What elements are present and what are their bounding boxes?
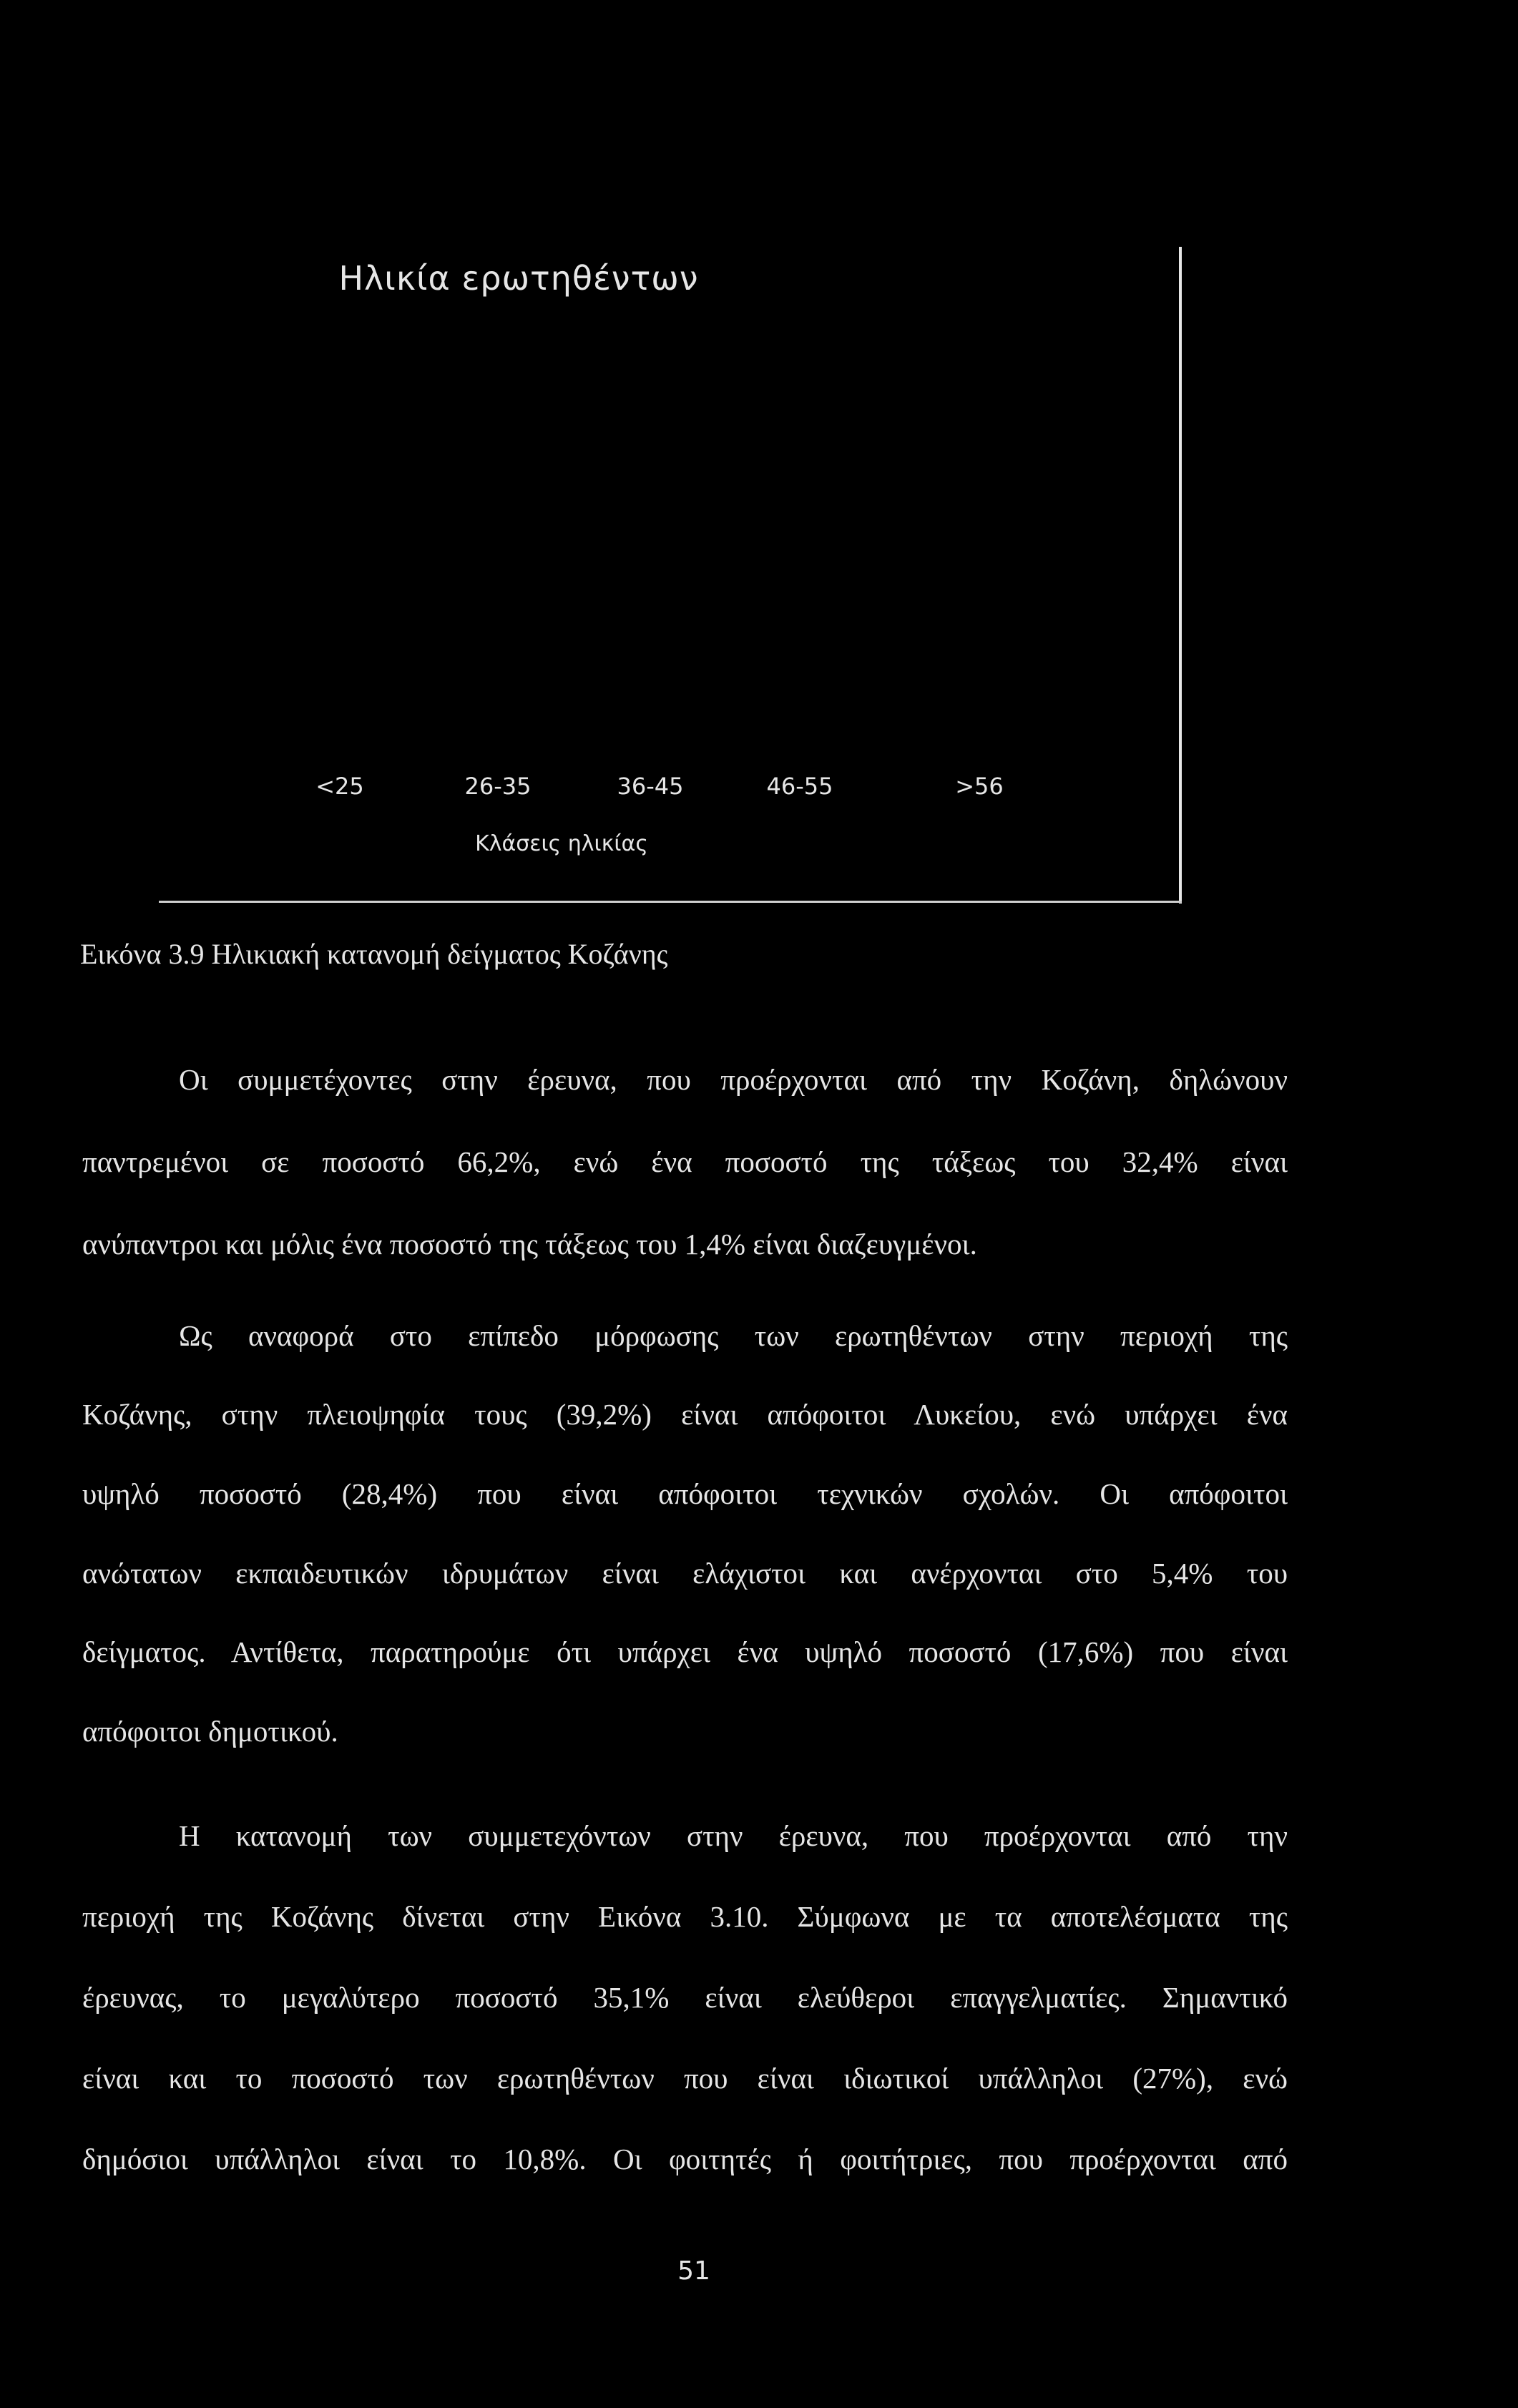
- paragraph-line: παντρεμένοι σε ποσοστό 66,2%, ενώ ένα ποσοστό της τάξεως του 32,4% είναι: [82, 1145, 1288, 1178]
- paragraph-line: δείγματος. Αντίθετα, παρατηρούμε ότι υπάρχει ένα υψηλό ποσοστό (17,6%) που είναι: [82, 1635, 1288, 1668]
- chart-bottom-border: [159, 901, 1182, 903]
- x-tick-label: 46-55: [766, 773, 833, 800]
- paragraph-line: ανύπαντροι και μόλις ένα ποσοστό της τάξεως του 1,4% είναι διαζευγμένοι.: [82, 1228, 977, 1261]
- paragraph-line: έρευνας, το μεγαλύτερο ποσοστό 35,1% είναι ελεύθεροι επαγγελματίες. Σημαντικό: [82, 1981, 1288, 2014]
- page-number: 51: [677, 2256, 710, 2286]
- figure-caption: Εικόνα 3.9 Ηλικιακή κατανομή δείγματος Κοζάνης: [80, 938, 668, 970]
- paragraph-line: Κοζάνης, στην πλειοψηφία τους (39,2%) είναι απόφοιτοι Λυκείου, ενώ υπάρχει ένα: [82, 1398, 1288, 1431]
- chart-title: Ηλικία ερωτηθέντων: [338, 259, 699, 298]
- paragraph-line: Οι συμμετέχοντες στην έρευνα, που προέρχονται από την Κοζάνη, δηλώνουν: [179, 1063, 1288, 1096]
- paragraph-line: Η κατανομή των συμμετεχόντων στην έρευνα, που προέρχονται από την: [179, 1819, 1288, 1852]
- paragraph-line: υψηλό ποσοστό (28,4%) που είναι απόφοιτοι τεχνικών σχολών. Οι απόφοιτοι: [82, 1477, 1288, 1510]
- paragraph-line: ανώτατων εκπαιδευτικών ιδρυμάτων είναι ελάχιστοι και ανέρχονται στο 5,4% του: [82, 1557, 1288, 1590]
- x-tick-label: 26-35: [464, 773, 532, 800]
- x-axis-label: Κλάσεις ηλικίας: [475, 831, 648, 856]
- chart-right-border: [1179, 247, 1182, 904]
- x-tick-label: 36-45: [617, 773, 684, 800]
- paragraph-line: είναι και το ποσοστό των ερωτηθέντων που είναι ιδιωτικοί υπάλληλοι (27%), ενώ: [82, 2062, 1288, 2095]
- x-tick-label: >56: [955, 773, 1004, 800]
- paragraph-line: περιοχή της Κοζάνης δίνεται στην Εικόνα 3.10. Σύμφωνα με τα αποτελέσματα της: [82, 1900, 1288, 1933]
- paragraph-line: Ως αναφορά στο επίπεδο μόρφωσης των ερωτηθέντων στην περιοχή της: [179, 1319, 1288, 1352]
- paragraph-line: δημόσιοι υπάλληλοι είναι το 10,8%. Οι φοιτητές ή φοιτήτριες, που προέρχονται από: [82, 2143, 1288, 2175]
- paragraph-line: απόφοιτοι δημοτικού.: [82, 1715, 338, 1748]
- x-tick-label: <25: [315, 773, 364, 800]
